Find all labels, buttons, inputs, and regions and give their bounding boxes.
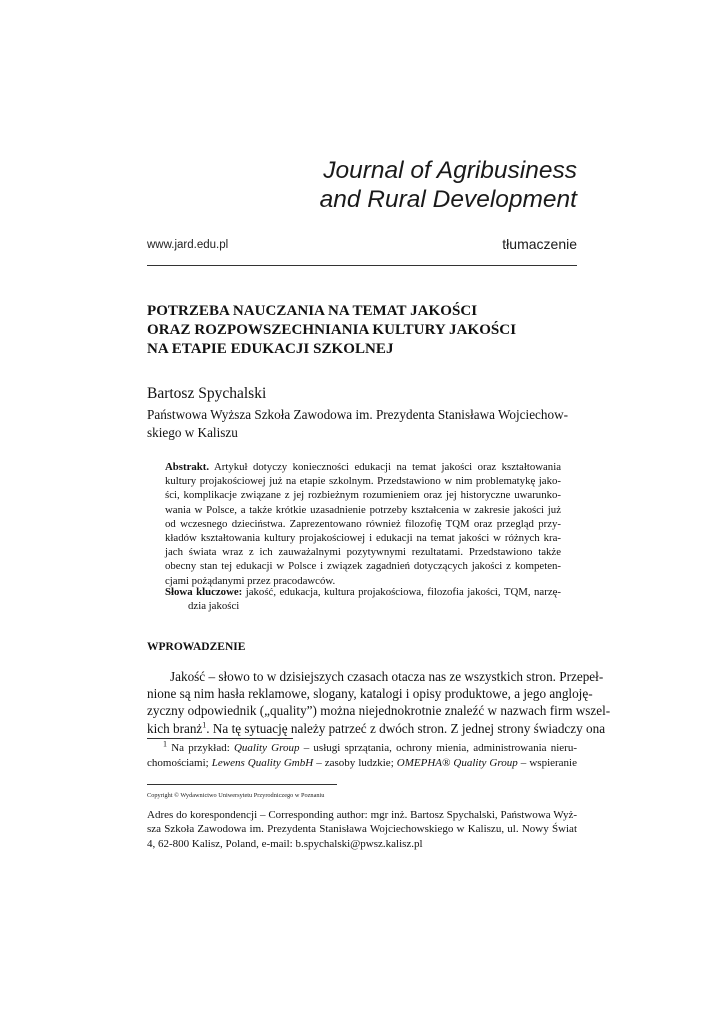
footnote-company: Lewens Quality GmbH — [211, 756, 314, 769]
abstract-text: Artykuł dotyczy konieczności edukacji na temat jakości oraz kształtowania — [209, 461, 561, 473]
body-line: nione są nim hasła reklamowe, slogany, katalogi i opisy produktowe, a jego angloję- — [147, 686, 593, 702]
footnote-text: chomościami; — [147, 756, 212, 769]
article-title-line: POTRZEBA NAUCZANIA NA TEMAT JAKOŚCI — [147, 303, 478, 319]
abstract-line: ści, komplikacje związane z jej rozbieżnym rozumieniem oraz jej historyczne uwarunko- — [165, 489, 561, 502]
footnote-line — [147, 756, 577, 771]
correspondence-line: 4, 62-800 Kalisz, Poland, e-mail: b.spychalski@pwsz.kalisz.pl — [147, 837, 423, 850]
footnote-text: – wspieranie — [517, 756, 577, 769]
abstract-line: kładów kształtowania kultury projakościowej i edukacji na temat jakości w różnych kra- — [165, 532, 561, 545]
correspondence-line: sza Szkoła Zawodowa im. Prezydenta Stanisława Wojciechowskiego w Kaliszu, ul. Nowy Świat — [147, 823, 577, 836]
body-text: kich branż — [147, 720, 203, 736]
abstract-label: Abstrakt. — [165, 461, 210, 473]
footnote-line — [147, 741, 577, 756]
affiliation-line: skiego w Kaliszu — [147, 425, 238, 440]
abstract-line — [165, 460, 561, 474]
keywords-text: jakość, edukacja, kultura projakościowa, filozofia jakości, TQM, narzę- — [242, 586, 561, 598]
article-title — [147, 302, 587, 359]
body-paragraph — [147, 668, 611, 737]
section-heading: WPROWADZENIE — [147, 641, 246, 653]
keywords-line — [165, 585, 561, 599]
footnote-text: – usługi sprzątania, ochrony mienia, administrowania nieru- — [299, 742, 577, 754]
copyright-notice: Copyright © Wydawnictwo Uniwersytetu Przyrodniczego w Poznaniu — [147, 792, 325, 799]
author-name: Bartosz Spychalski — [147, 385, 267, 402]
footnote-company: Quality Group — [233, 742, 300, 754]
keywords-line: dzia jakości — [188, 600, 240, 613]
body-text: . Na tę sytuację należy patrzeć z dwóch stron. Z jednej strony świadczy ona — [206, 720, 606, 736]
header-divider — [147, 265, 577, 266]
copyright-divider — [147, 784, 337, 785]
footnote-divider — [147, 738, 293, 739]
abstract — [165, 460, 561, 588]
article-title-line: NA ETAPIE EDUKACJI SZKOLNEJ — [147, 341, 394, 357]
journal-url[interactable]: www.jard.edu.pl — [147, 239, 229, 251]
article-title-line: ORAZ ROZPOWSZECHNIANIA KULTURY JAKOŚCI — [147, 322, 517, 338]
abstract-line: kultury projakościowej już na etapie szkolnym. Przedstawiono w nim problematykę jako- — [165, 475, 561, 488]
body-line — [147, 720, 606, 737]
journal-title — [320, 156, 577, 214]
affiliation-line: Państwowa Wyższa Szkoła Zawodowa im. Prezydenta Stanisława Wojciechow- — [147, 407, 569, 422]
abstract-line: od wczesnego dzieciństwa. Zaprezentowano również filozofię TQM oraz przegląd przy- — [165, 517, 561, 530]
footnote-text: Na przykład: — [167, 742, 234, 754]
abstract-line: obecny stan tej edukacji w Polsce i związek zagadnień dotyczących jakości z kompeten- — [165, 560, 561, 573]
keywords — [165, 585, 561, 613]
journal-title-line: Journal of Agribusiness — [323, 157, 577, 184]
footnote — [147, 741, 577, 770]
footnote-company: OMEPHA® Quality Group — [396, 756, 518, 769]
abstract-line: jach świata wraz z ich zauważalnymi pozytywnymi rezultatami. Przedstawiono także — [165, 546, 561, 559]
keywords-label: Słowa kluczowe: — [165, 586, 243, 598]
abstract-line: cjami pożądanymi przez pracodawców. — [165, 574, 336, 587]
section-label: tłumaczenie — [502, 236, 577, 252]
footnote-marker: 1 — [163, 739, 167, 749]
correspondence-address — [147, 808, 577, 851]
footnote-ref[interactable]: 1 — [202, 720, 207, 730]
journal-title-line: and Rural Development — [319, 186, 577, 213]
abstract-line: wania w Polsce, a także krótkie uzasadnienie potrzeby kształcenia w zakresie jakości już — [165, 503, 561, 516]
footnote-text: – zasoby ludzkie; — [313, 756, 397, 769]
correspondence-line: Adres do korespondencji – Corresponding author: mgr inż. Bartosz Spychalski, Państwowa Wyż- — [147, 809, 577, 821]
body-line: zyczny odpowiednik („quality”) można niejednokrotnie znaleźć w nazwach firm wszel- — [147, 703, 611, 719]
body-line: Jakość – słowo to w dzisiejszych czasach otacza nas ze wszystkich stron. Przepeł- — [170, 669, 604, 684]
author-affiliation — [147, 406, 587, 442]
